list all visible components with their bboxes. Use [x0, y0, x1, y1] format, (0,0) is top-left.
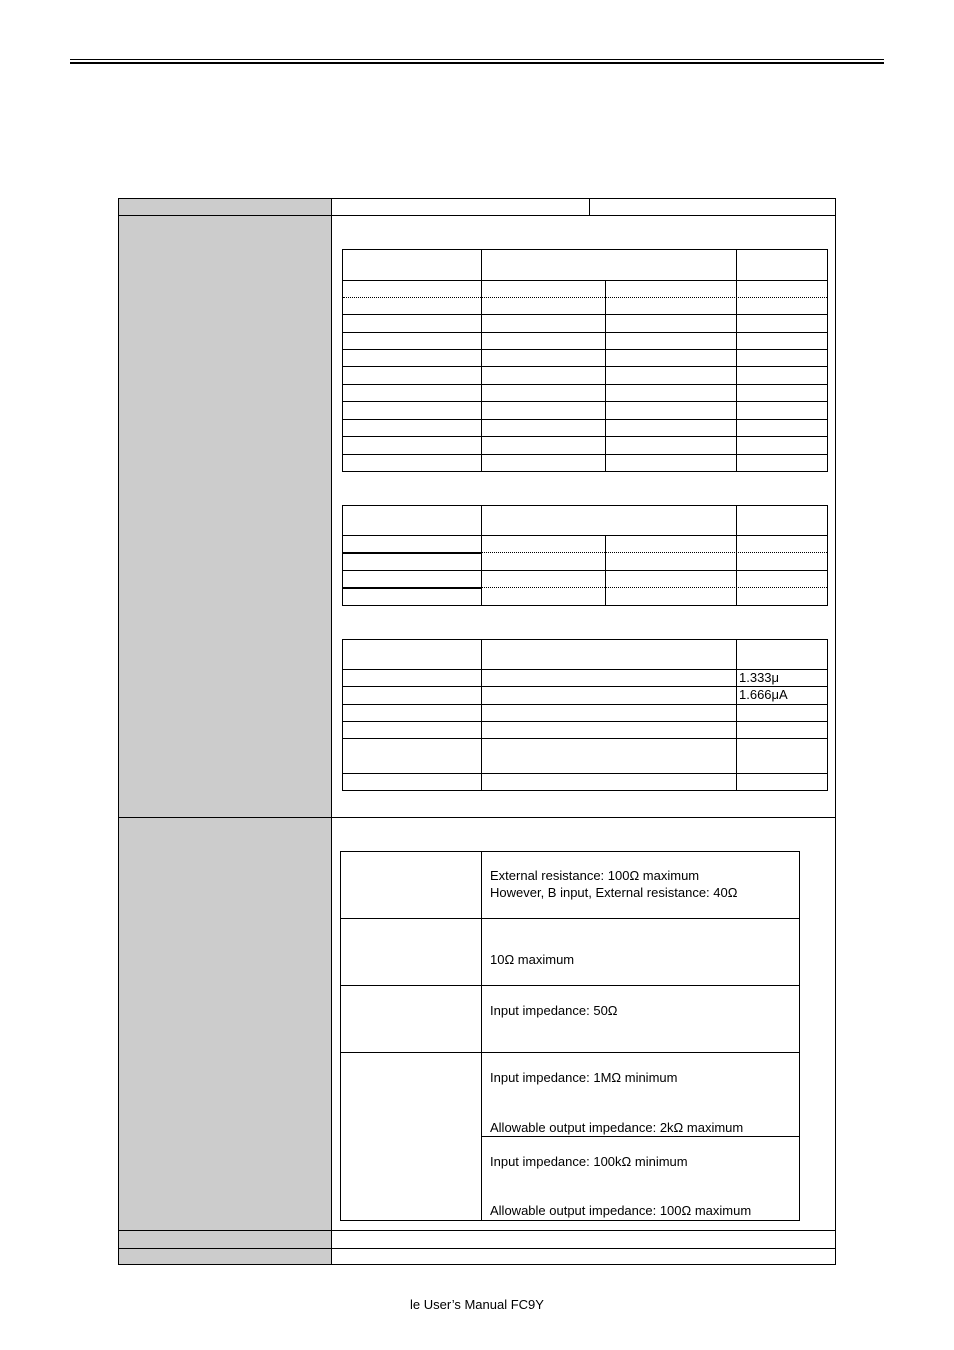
header-rule-thick	[70, 62, 884, 64]
row4a-line1: Input impedance: 1MΩ minimum	[490, 1070, 678, 1085]
range-table-1	[342, 249, 828, 472]
range-table-2	[342, 505, 828, 606]
label-cell-row4	[119, 1231, 331, 1248]
row3-line1: Input impedance: 50Ω	[490, 1003, 618, 1018]
table3-value-2: 1.666μA	[739, 687, 788, 702]
row4b-line1: Input impedance: 100kΩ minimum	[490, 1154, 688, 1169]
row1-line1: External resistance: 100Ω maximum	[490, 868, 700, 883]
label-cell-row2	[119, 216, 331, 817]
row-line	[118, 1230, 836, 1231]
row4a-line2: Allowable output impedance: 2kΩ maximum	[490, 1120, 744, 1135]
row1-line2: However, B input, External resistance: 40Ω	[490, 885, 738, 900]
row4b-line2: Allowable output impedance: 100Ω maximum	[490, 1203, 752, 1218]
label-cell-row3	[119, 818, 331, 1230]
header-split	[589, 198, 590, 215]
row-line	[118, 817, 836, 818]
row-line	[118, 1248, 836, 1249]
row2-line1: 10Ω maximum	[490, 952, 575, 967]
label-cell-row1	[119, 199, 331, 215]
page-footer: le User’s Manual FC9Y	[410, 1297, 544, 1312]
input-impedance-table	[340, 851, 800, 1221]
range-table-3	[342, 639, 828, 791]
label-cell-row5	[119, 1249, 331, 1264]
column-divider	[331, 198, 332, 1265]
row-line	[118, 215, 836, 216]
table3-value-1: 1.333μ	[739, 670, 780, 685]
header-rule-thin	[70, 59, 884, 60]
